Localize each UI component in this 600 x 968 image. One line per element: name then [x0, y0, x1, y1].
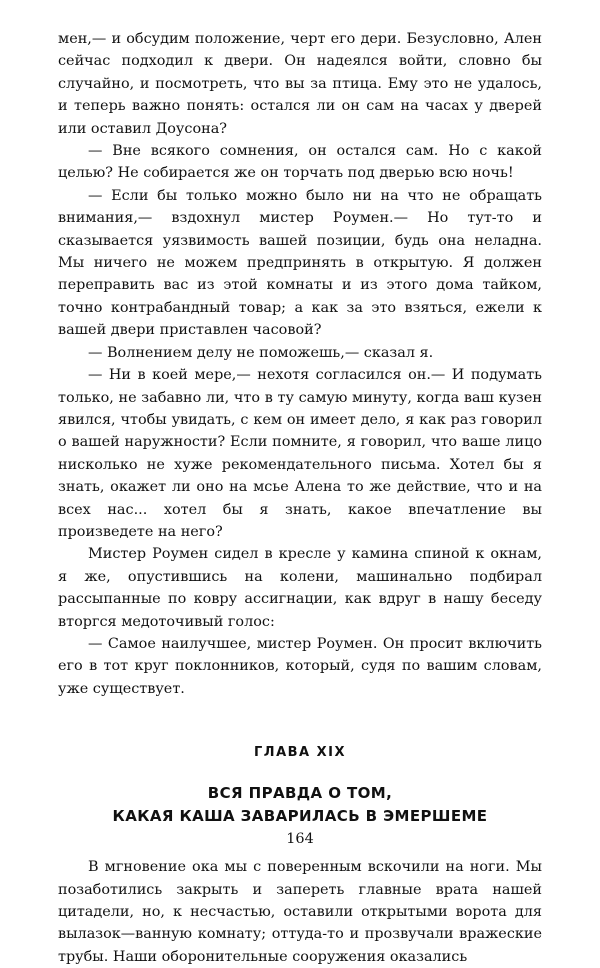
page-number: 164: [286, 831, 314, 847]
paragraph: Мистер Роумен сидел в кресле у камина спиной к окнам, я же, опустившись на колени, машинально подбирал рассыпанные по ковру ассигнации, как вдруг в нашу беседу вторгся медоточивый голос:: [58, 546, 542, 630]
book-page: [58, 28, 542, 968]
chapter-title-line: КАКАЯ КАША ЗАВАРИЛАСЬ В ЭМЕРШЕМЕ: [112, 807, 488, 826]
chapter-number: ГЛАВА XIX: [253, 745, 347, 761]
paragraph: — Волнением делу не поможешь,— сказал я.: [88, 344, 434, 361]
paragraph: — Вне всякого сомнения, он остался сам. Но с какой целью? Не собирается же он торчать под дверью всю ночь!: [58, 143, 542, 182]
chapter-title-line: ВСЯ ПРАВДА О ТОМ,: [207, 784, 393, 803]
chapter-title: [58, 782, 542, 828]
body-text-top: [58, 28, 542, 700]
paragraph: В мгновение ока мы с поверенным вскочили на ноги. Мы позаботились закрыть и запереть главные врата нашей цитадели, но, к несчастью, оставили открытыми ворота для вылазок—ванную комнату; оттуда-то и прозвучали вражеские трубы. Наши оборонительные сооружения оказались: [58, 859, 542, 965]
chapter-heading: [58, 744, 542, 828]
body-text-bottom: [58, 856, 542, 968]
paragraph: — Ни в коей мере,— нехотя согласился он.— И подумать только, не забавно ли, что в ту самую минуту, когда ваш кузен явился, чтобы увидать, с кем он имеет дело, я как раз говорил о вашей наружности? Если помните, я говорил, что ваше лицо нисколько не хуже рекомендательного письма. Хотел бы я знать, окажет ли оно на мсье Алена то же действие, что и на всех нас... хотел бы я знать, какое впечатление вы произведете на него?: [58, 367, 542, 540]
paragraph: — Если бы только можно было ни на что не обращать внимания,— вздохнул мистер Роумен.— Но тут-то и сказывается уязвимость вашей позиции, будь она неладна. Мы ничего не можем предпринять в открытую. Я должен переправить вас из этой комнаты и из этого дома тайком, точно контрабандный товар; а как за это взяться, ежели к вашей двери приставлен часовой?: [58, 187, 542, 339]
paragraph: мен,— и обсудим положение, черт его дери. Безусловно, Ален сейчас подходил к двери. Он надеялся войти, словно бы случайно, и посмотреть, что вы за птица. Ему это не удалось, и теперь важно понять: остался ли он сам на часах у дверей или оставил Доусона?: [58, 31, 542, 137]
paragraph: — Самое наилучшее, мистер Роумен. Он просит включить его в тот круг поклонников, который, судя по вашим словам, уже существует.: [58, 635, 542, 697]
